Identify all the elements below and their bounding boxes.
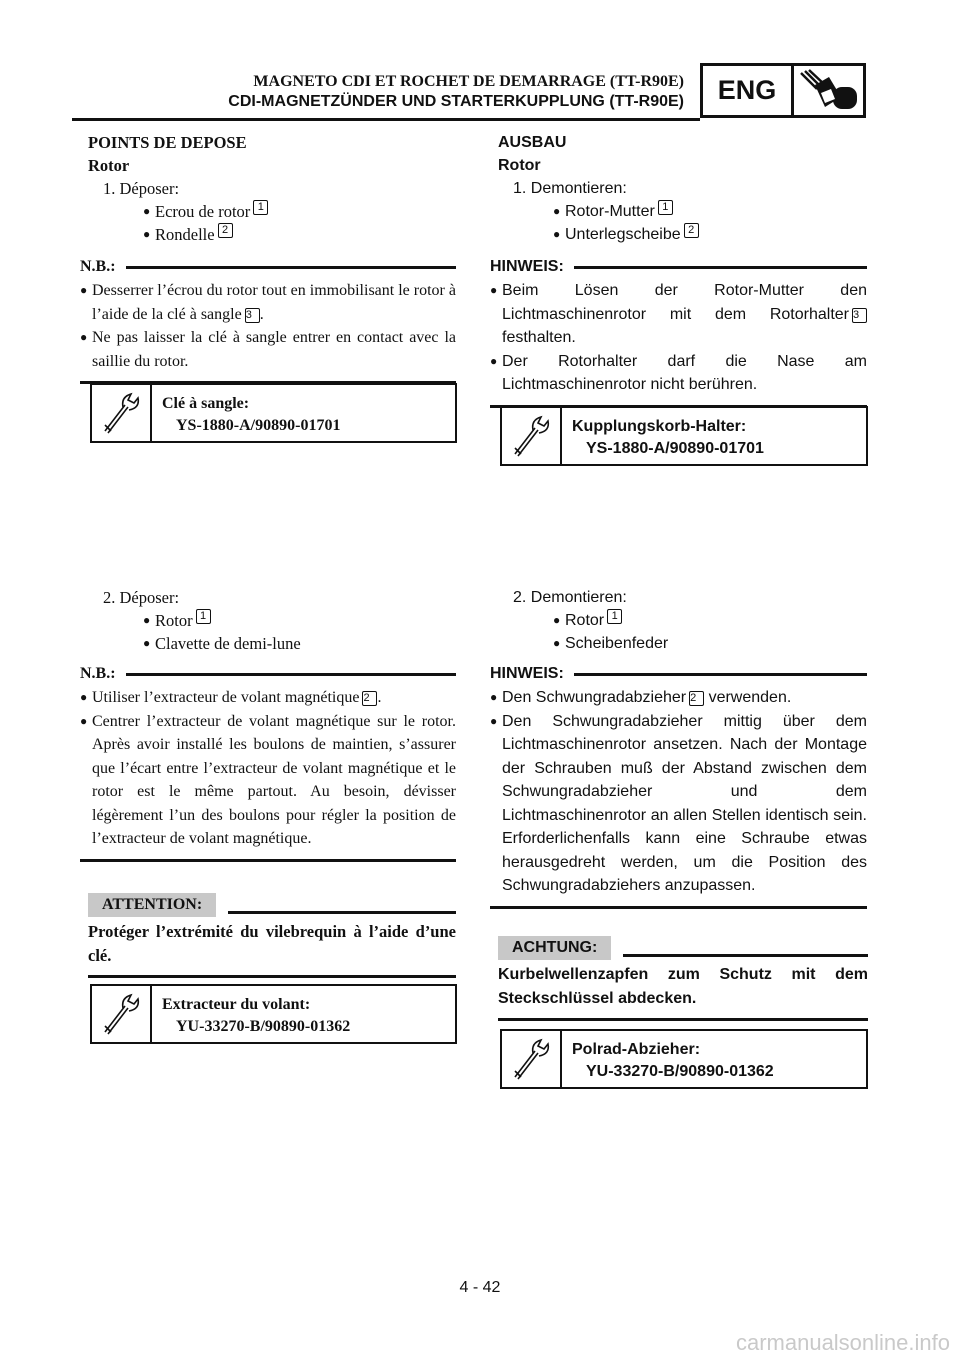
engine-piston-icon — [795, 69, 861, 118]
note-item: ● Den Schwungradabzieher mittig über dem Lichtmaschinenrotor ansetzen. Nach der Montage der Schrauben muß der Abstand zwischen dem Schwungradabzieher und dem Lichtmaschinenrotor an allen Stellen identisch sein. Erforderlichenfalls kann eine Schraube etwas herausgedreht werden, um die Position des Schwungradabziehers anzupassen. — [490, 712, 867, 894]
step1-fr: 1. Déposer: — [103, 179, 180, 198]
attention-label: ACHTUNG: — [498, 936, 611, 960]
attention-label: ATTENTION: — [88, 893, 216, 917]
note-item: ● Beim Lösen der Rotor-Mutter den Lichtmaschinenrotor mit dem Rotorhalter 3 festhalten. — [490, 282, 867, 346]
note-item: ● Den Schwungradabzieher 2 verwenden. — [490, 689, 792, 706]
attention-de — [498, 936, 868, 960]
wrench-icon — [92, 385, 152, 441]
list-item: ● Ecrou de rotor 1 — [88, 200, 458, 223]
lang-badge: ENG — [703, 66, 794, 115]
page-number: 4 - 42 — [459, 1279, 501, 1296]
wrench-icon — [502, 408, 562, 464]
tool-name: Polrad-Abzieher: — [572, 1041, 701, 1058]
list-item: ● Clavette de demi-lune — [143, 634, 301, 653]
attention-fr — [88, 893, 456, 917]
note1-de — [490, 258, 867, 408]
tool-code: YU-33270-B/90890-01362 — [586, 1063, 774, 1080]
column-de — [498, 131, 868, 246]
list-item: ● Rondelle 2 — [88, 223, 458, 246]
header-rule — [72, 118, 700, 121]
tool-name: Extracteur du volant: — [162, 996, 311, 1013]
step2-de-block — [498, 586, 868, 655]
tool-name: Kupplungskorb-Halter: — [572, 418, 747, 435]
tool-name: Clé à sangle: — [162, 395, 250, 412]
wrench-icon — [502, 1031, 562, 1087]
tool-box-fr-2 — [90, 984, 457, 1044]
note-item: ● Desserrer l’écrou du rotor tout en immobilisant le rotor à l’aide de la clé à sangle 3 . — [80, 282, 456, 323]
step1-de: 1. Demontieren: — [513, 180, 627, 197]
note-item: ● Ne pas laisser la clé à sangle entrer en contact avec la saillie du rotor. — [80, 329, 456, 370]
note2-fr — [80, 665, 456, 862]
tool-code: YU-33270-B/90890-01362 — [176, 1018, 351, 1035]
list-item: ● Unterlegscheibe 2 — [498, 223, 868, 246]
note-header: N.B.: — [80, 665, 456, 683]
list-item: ● Scheibenfeder — [553, 635, 669, 652]
list-item: ● Rotor 1 — [498, 609, 868, 632]
list-item: ● Rotor 1 — [88, 609, 458, 632]
step2-de: 2. Demontieren: — [513, 589, 627, 606]
tool-code: YS-1880-A/90890-01701 — [586, 440, 764, 457]
note-item: ● Utiliser l’extracteur de volant magnétique 2 . — [80, 689, 382, 706]
header-title-de: CDI-MAGNETZÜNDER UND STARTERKUPPLUNG (TT-R90E) — [228, 93, 684, 110]
watermark: carmanualsonline.info — [735, 1330, 950, 1355]
attention-text-de: Kurbelwellenzapfen zum Schutz mit dem Steckschlüssel abdecken. — [498, 963, 868, 1021]
column-fr — [88, 131, 458, 246]
tool-box-de-1 — [500, 406, 868, 466]
note-end-rule — [80, 859, 456, 862]
section-title-fr: POINTS DE DEPOSE — [88, 133, 247, 152]
list-item: ● Rotor-Mutter 1 — [498, 200, 868, 223]
tool-code: YS-1880-A/90890-01701 — [176, 417, 341, 434]
note-header: HINWEIS: — [490, 665, 867, 683]
step2-fr-block — [88, 586, 458, 655]
attention-text-fr: Protéger l’extrémité du vilebrequin à l’aide d’une clé. — [88, 920, 456, 978]
header-title-fr: MAGNETO CDI ET ROCHET DE DEMARRAGE (TT-R90E) — [253, 73, 684, 90]
section-title-de: AUSBAU — [498, 134, 567, 151]
note1-fr — [80, 258, 456, 384]
sub-title-de: Rotor — [498, 157, 541, 174]
note-end-rule — [490, 906, 867, 909]
tool-box-de-2 — [500, 1029, 868, 1089]
step2-fr: 2. Déposer: — [103, 588, 180, 607]
wrench-icon — [92, 986, 152, 1042]
header-badge-box — [700, 63, 866, 118]
note-item: ● Centrer l’extracteur de volant magnétique sur le rotor. Après avoir installé les boulons de maintien, s’assurer que l’écart entre l’extracteur de volant magnétique et le rotor est le même partout. Au besoin, dévisser légèrement l’un des boulons pour régler la position de l’extracteur de volant magnétique. — [80, 712, 456, 847]
note-header: HINWEIS: — [490, 258, 867, 276]
note-item: ● Der Rotorhalter darf die Nase am Lichtmaschinenrotor nicht berühren. — [490, 352, 867, 393]
note-header: N.B.: — [80, 258, 456, 276]
note2-de — [490, 665, 867, 909]
tool-box-fr-1 — [90, 383, 457, 443]
sub-title-fr: Rotor — [88, 156, 130, 175]
